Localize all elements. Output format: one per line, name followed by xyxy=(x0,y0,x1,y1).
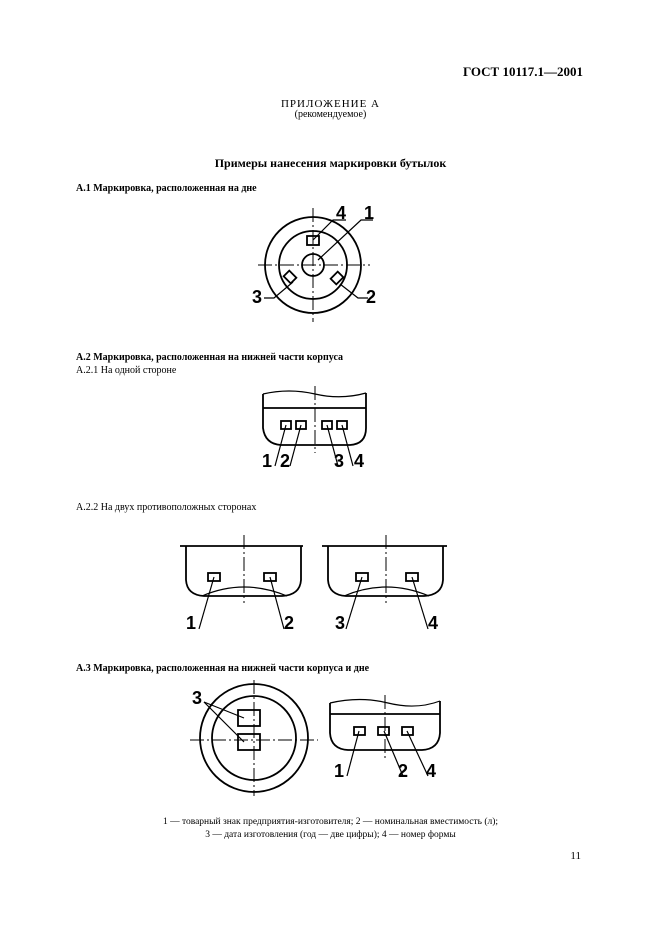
section-a22-heading: А.2.2 На двух противоположных сторонах xyxy=(76,502,257,513)
figure-a21-side-view xyxy=(263,386,366,466)
fig2-label-4: 4 xyxy=(354,451,365,471)
fig4-label-2: 2 xyxy=(398,761,409,781)
main-title: Примеры нанесения маркировки бутылок xyxy=(214,156,447,170)
fig1-label-1: 1 xyxy=(364,203,375,223)
section-a2-heading: А.2 Маркировка, расположенная на нижней части корпуса xyxy=(76,352,344,363)
appendix-subtitle: (рекомендуемое) xyxy=(294,109,367,120)
fig4-label-1: 1 xyxy=(334,761,345,781)
fig2-label-2: 2 xyxy=(280,451,291,471)
legend-line-1: 1 — товарный знак предприятия-изготовителя; 2 — номинальная вместимость (л); xyxy=(162,817,499,827)
section-a1-heading: А.1 Маркировка, расположенная на дне xyxy=(76,183,257,194)
section-a21-heading: А.2.1 На одной стороне xyxy=(76,365,177,376)
fig1-label-3: 3 xyxy=(252,287,263,307)
fig3-label-1: 1 xyxy=(186,613,197,633)
figure-a1-bottom-view xyxy=(258,208,373,322)
appendix-title: ПРИЛОЖЕНИЕ А xyxy=(280,98,380,110)
figure-a3-side-view xyxy=(330,695,440,776)
figure-a3-bottom-view xyxy=(190,680,318,796)
fig4-label-4: 4 xyxy=(426,761,437,781)
fig3-label-3: 3 xyxy=(335,613,346,633)
fig1-label-4: 4 xyxy=(336,203,347,223)
section-a3-heading: А.3 Маркировка, расположенная на нижней части корпуса и дне xyxy=(76,663,370,674)
page-number: 11 xyxy=(570,850,581,862)
fig2-label-3: 3 xyxy=(334,451,345,471)
fig3-label-4: 4 xyxy=(428,613,439,633)
standard-designation: ГОСТ 10117.1—2001 xyxy=(462,64,583,79)
fig1-label-2: 2 xyxy=(366,287,377,307)
fig3-label-2: 2 xyxy=(284,613,295,633)
fig4-label-3: 3 xyxy=(192,688,203,708)
legend-line-2: 3 — дата изготовления (год — две цифры); 4 — номер формы xyxy=(205,830,456,840)
fig2-label-1: 1 xyxy=(262,451,273,471)
